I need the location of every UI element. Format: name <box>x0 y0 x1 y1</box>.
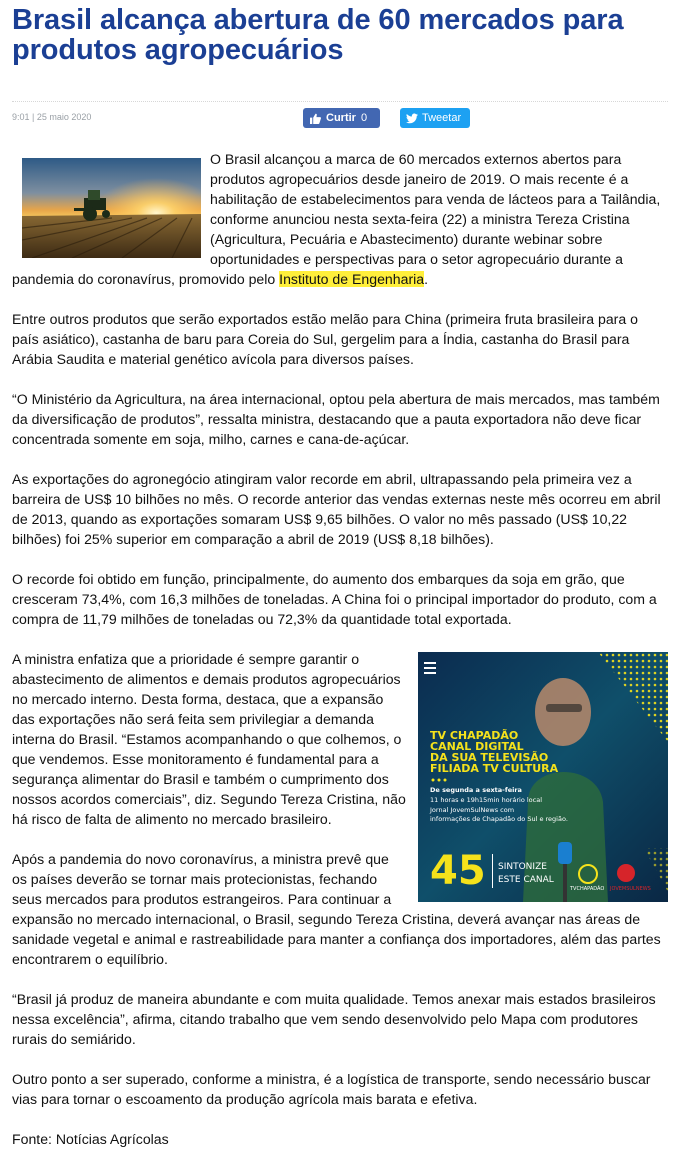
paragraph-3: “O Ministério da Agricultura, na área internacional, optou pela abertura de mais mercados, mas também da diversificação de produtos”, ressalta ministra, destacando que a pauta exportadora não deve ficar concentrada somente em soja, milho, carnes e cana-de-açúcar. <box>12 391 660 447</box>
thumbs-up-icon <box>310 113 321 124</box>
paragraph-7: Após a pandemia do novo coronavírus, a ministra prevê que os países deverão se tornar mais protecionistas, fechando seus mercados para produtos estrangeiros. Para continuar a expansão no mercado internacional, o Brasil, segundo Tereza Cristina, deverá avançar nas áreas de sanidade vegetal e animal e rastreabilidade para manter a confiança dos importadores, além das partes encontrarem o equilíbrio. <box>12 851 661 967</box>
ad-schedule-1: De segunda a sexta-feira <box>430 786 522 794</box>
ad-schedule-3: Jornal JovemSulNews com <box>430 806 515 814</box>
instituto-engenharia-link[interactable]: Instituto de Engenharia <box>279 271 425 287</box>
ad-tune-line-2: ESTE CANAL <box>498 875 554 885</box>
title-divider <box>12 101 668 102</box>
article-title: Brasil alcança abertura de 60 mercados para produtos agropecuários <box>12 4 624 66</box>
twitter-bird-icon <box>406 113 418 124</box>
ad-tune-line-1: SINTONIZE <box>498 862 547 872</box>
ad-line-2: CANAL DIGITAL <box>430 740 524 753</box>
paragraph-1-end: . <box>424 271 429 287</box>
paragraph-1-text: O Brasil alcançou a marca de 60 mercados externos abertos para produtos agropecuários desde janeiro de 2019. O mais recente é a habilitação de estabelecimentos para venda de lácteos para a Tailândia, conforme anunciou nesta sexta-feira (22) a ministra Tereza Cristina (Agricultura, Pecuária e Abastecimento) durante webinar sobre oportunidades e perspectivas para o setor agropecuário durante a pandemia do coronavírus, promovido pelo <box>12 151 661 287</box>
paragraph-5: O recorde foi obtido em função, principalmente, do aumento dos embarques da soja em grão, que cresceram 73,4%, com 16,3 milhões de toneladas. A China foi o principal importador do produto, com a compra de 11,79 milhões de toneladas ou 72,3% da quantidade total exportada. <box>12 571 657 627</box>
tv-chapadao-ad-banner[interactable] <box>418 652 668 902</box>
ad-line-3: DA SUA TELEVISÃO <box>430 751 549 764</box>
facebook-like-label: Curtir <box>326 112 356 124</box>
menu-icon <box>424 662 436 674</box>
ad-logo-jovemsulnews: JOVEMSULNEWS <box>610 886 651 892</box>
facebook-like-count: 0 <box>360 112 368 124</box>
tweet-label: Tweetar <box>422 112 462 124</box>
ad-line-1: TV CHAPADÃO <box>430 729 519 742</box>
paragraph-2: Entre outros produtos que serão exportados estão melão para China (primeira fruta brasileira para o país asiático), castanha de baru para Coreia do Sul, gergelim para a Índia, castanha do Brasil para Arábia Saudita e material genético avícola para diversos países. <box>12 311 638 367</box>
paragraph-4: As exportações do agronegócio atingiram valor recorde em abril, ultrapassando pela primeira vez a barreira de US$ 10 bilhões no mês. O recorde anterior das vendas externas neste mês ocorreu em abril de 2013, quando as exportações somaram US$ 9,65 bilhões. O valor no mês passado (US$ 10,22 bilhões) foi 25% superior em comparação a abril de 2019 (US$ 8,18 bilhões). <box>12 471 661 547</box>
article-date: 9:01 | 25 maio 2020 <box>12 112 92 122</box>
tweet-button[interactable] <box>400 108 470 128</box>
article-source: Fonte: Notícias Agrícolas <box>12 1131 169 1147</box>
article-body <box>12 149 668 1169</box>
ad-logo-tvchapadao: TVCHAPADÃO <box>570 886 605 892</box>
ad-schedule-2: 11 horas e 19h15min horário local <box>430 796 543 804</box>
ad-channel-number: 45 <box>430 848 486 894</box>
ad-ellipsis-dots <box>432 779 447 782</box>
ad-schedule-4: informações de Chapadão do Sul e região. <box>430 815 568 823</box>
tractor-sunset-photo <box>22 158 201 258</box>
facebook-like-button[interactable] <box>303 108 380 128</box>
paragraph-8: “Brasil já produz de maneira abundante e com muita qualidade. Temos anexar mais estados brasileiros nessa excelência”, afirma, citando trabalho que vem sendo desenvolvido pelo Mapa com produtores rurais do semiárido. <box>12 991 656 1047</box>
paragraph-6: A ministra enfatiza que a prioridade é sempre garantir o abastecimento de alimentos e demais produtos agropecuários no mercado interno. Desta forma, destaca, que a expansão das exportações não será feita sem privilegiar a demanda interna do Brasil. “Estamos acompanhando o que colhemos, o que vendemos. Esse monitoramento é fundamental para a segurança alimentar do Brasil e também o cumprimento dos nossos acordos comerciais”, diz. Segundo Tereza Cristina, não há risco de falta de alimento no mercado brasileiro. <box>12 651 406 827</box>
ad-line-4: FILIADA TV CULTURA <box>430 762 559 775</box>
paragraph-9: Outro ponto a ser superado, conforme a ministra, é a logística de transporte, sendo necessário buscar vias para tornar o escoamento da produção agrícola mais barata e efetiva. <box>12 1071 651 1107</box>
